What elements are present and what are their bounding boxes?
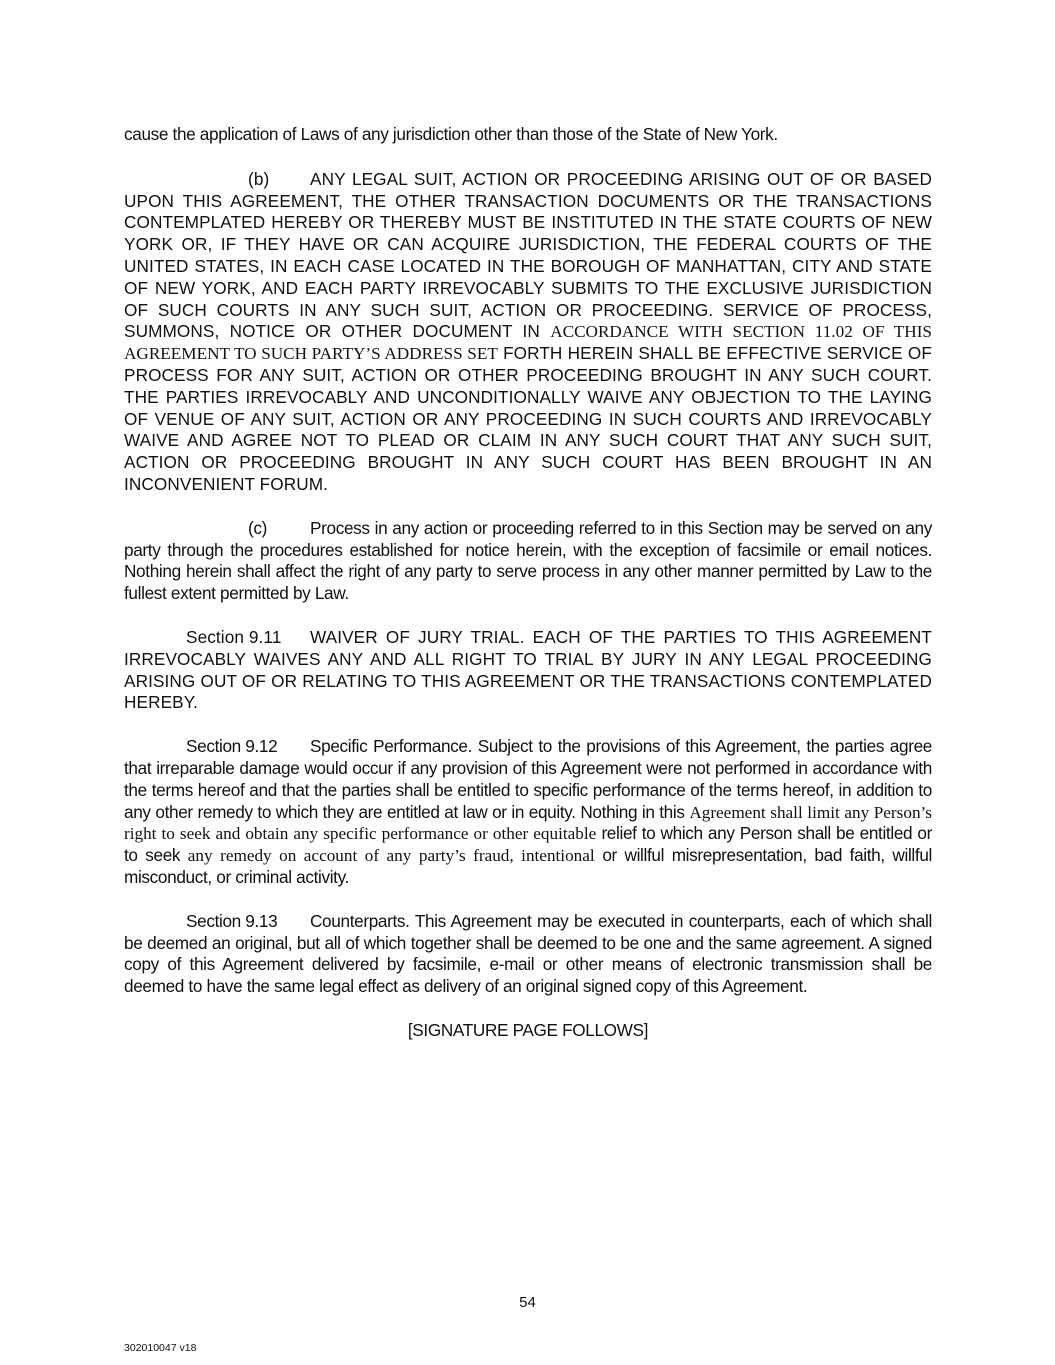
section-9-12-text-3: or willful misrepresentation, bad faith, willful misconduct, or criminal activity. — [124, 845, 932, 887]
section-9-13-label: Section 9.13 — [186, 910, 278, 931]
section-9-11-text: WAIVER OF JURY TRIAL. EACH OF THE PARTIES TO THIS AGREEMENT IRREVOCABLY WAIVES ANY AND ALL RIGHT TO TRIAL BY JURY IN ANY LEGAL PROCEEDING ARISING OUT OF OR RELATING TO THIS AGREEMENT OR THE TRANSACTIONS CONTEMPLATED HEREBY. — [124, 626, 932, 713]
paragraph-c-text: Process in any action or proceeding referred to in this Section may be served on any party through the procedures established for notice herein, with the exception of facsimile or email notices. Nothing herein shall affect the right of any party to serve process in any other manner permitted by Law to the fullest extent permitted by Law. — [124, 517, 932, 604]
section-9-11 — [124, 627, 932, 714]
paragraph-b — [124, 169, 932, 496]
signature-page-note: [SIGNATURE PAGE FOLLOWS] — [407, 1019, 649, 1040]
section-9-12-text-serif-1: Agreement shall limit any Person’s right to seek and obtain any specific performance or other equitable — [124, 802, 932, 844]
section-9-12-text-serif-2: any remedy on account of any party’s fraud, intentional — [187, 846, 595, 866]
paragraph-b-text-2: FORTH HEREIN SHALL BE EFFECTIVE SERVICE OF PROCESS FOR ANY SUIT, ACTION OR OTHER PROCEEDING BROUGHT IN ANY SUCH COURT. THE PARTIES IRREVOCABLY AND UNCONDITIONALLY WAIVE ANY OBJECTION TO THE LAYING OF VENUE OF ANY SUIT, ACTION OR ANY PROCEEDING IN SUCH COURTS AND IRREVOCABLY WAIVE AND AGREE NOT TO PLEAD OR CLAIM IN ANY SUCH COURT THAT ANY SUCH SUIT, ACTION OR PROCEEDING BROUGHT IN ANY SUCH COURT HAS BEEN BROUGHT IN AN INCONVENIENT FORUM. — [124, 343, 932, 494]
section-9-12 — [124, 736, 932, 889]
section-9-13 — [124, 911, 932, 998]
section-9-13-text: Counterparts. This Agreement may be executed in counterparts, each of which shall be deemed an original, but all of which together shall be deemed to be one and the same agreement. A signed copy of this Agreement delivered by facsimile, e-mail or other means of electronic transmission shall be deemed to have the same legal effect as delivery of an original signed copy of this Agreement. — [124, 910, 932, 997]
page-number: 54 — [519, 1294, 536, 1311]
paragraph-b-text-1: ANY LEGAL SUIT, ACTION OR PROCEEDING ARISING OUT OF OR BASED UPON THIS AGREEMENT, THE OTHER TRANSACTION DOCUMENTS OR THE TRANSACTIONS CONTEMPLATED HEREBY OR THEREBY MUST BE INSTITUTED IN THE STATE COURTS OF NEW YORK OR, IF THEY HAVE OR CAN ACQUIRE JURISDICTION, THE FEDERAL COURTS OF THE UNITED STATES, IN EACH CASE LOCATED IN THE BOROUGH OF MANHATTAN, CITY AND STATE OF NEW YORK, AND EACH PARTY IRREVOCABLY SUBMITS TO THE EXCLUSIVE JURISDICTION OF SUCH COURTS IN ANY SUCH SUIT, ACTION OR PROCEEDING. SERVICE OF PROCESS, SUMMONS, NOTICE OR OTHER DOCUMENT IN — [124, 168, 932, 342]
section-9-12-text-1: Specific Performance. Subject to the provisions of this Agreement, the parties agree that irreparable damage would occur if any provision of this Agreement were not performed in accordance with the terms hereof and that the parties shall be entitled to specific performance of the terms hereof, in addition to any other remedy to which they are entitled at law or in equity. Nothing in this — [124, 736, 932, 822]
document-body — [124, 124, 932, 1064]
paragraph-b-text-serif: ACCORDANCE WITH SECTION 11.02 OF THIS AGREEMENT TO SUCH PARTY’S ADDRESS SET — [124, 322, 932, 364]
document-id: 302010047 v18 — [124, 1342, 197, 1354]
section-9-12-label: Section 9.12 — [186, 736, 278, 757]
paragraph-c — [124, 518, 932, 605]
section-9-11-label: Section 9.11 — [186, 626, 282, 647]
section-9-12-text-2: relief to which any Person shall be entitled or to seek — [124, 823, 932, 866]
paragraph-b-label: (b) — [248, 168, 270, 189]
paragraph-intro: cause the application of Laws of any jurisdiction other than those of the State of New York. — [124, 124, 778, 144]
paragraph-c-label: (c) — [248, 517, 267, 538]
